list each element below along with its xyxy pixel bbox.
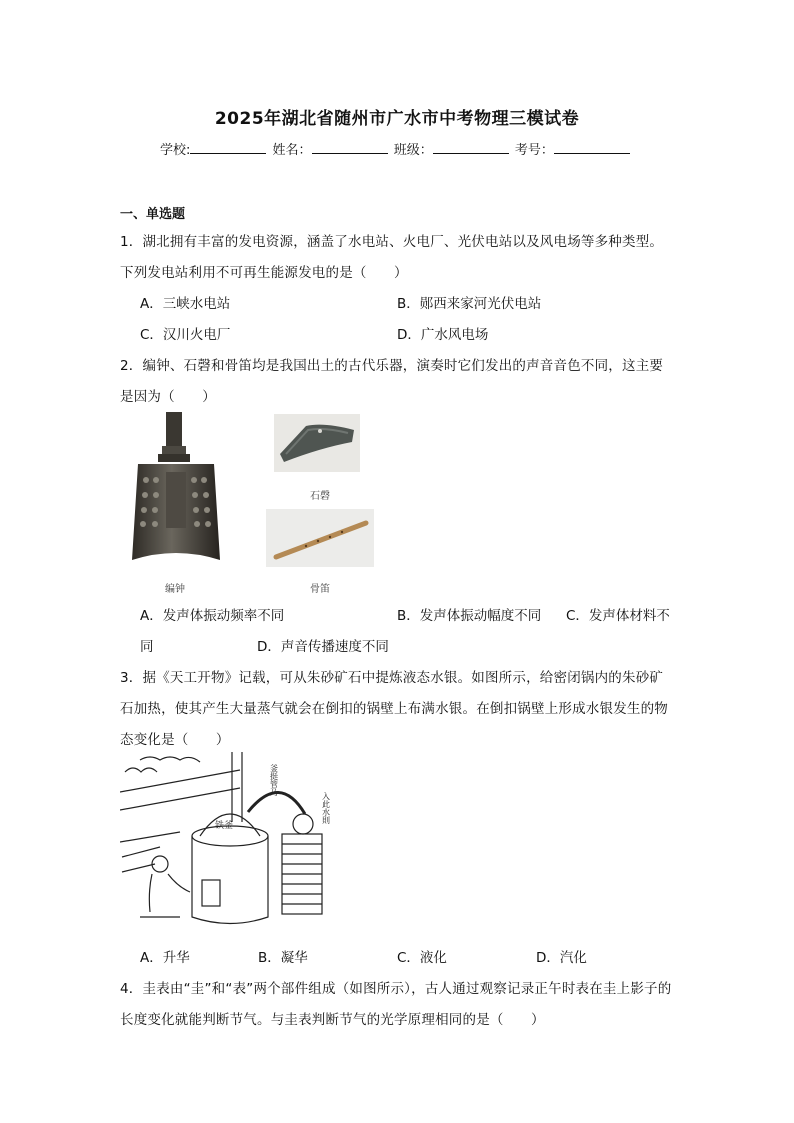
q3-option-d[interactable]: D．汽化 [536,950,587,966]
section-title: 一、单选题 [120,207,186,222]
class-label: 班级： [393,143,433,158]
q2-option-b[interactable]: B．发声体振动幅度不同 [397,608,542,624]
mercury-distillation-illustration [120,752,350,932]
name-blank[interactable] [312,140,388,154]
stone-chime-image [274,414,360,472]
q3-option-a[interactable]: A．升华 [140,950,190,966]
q3-option-c[interactable]: C．液化 [397,950,447,966]
q1-option-c[interactable]: C．汉川火电厂 [140,327,231,343]
q3-option-b[interactable]: B．凝华 [258,950,308,966]
q1-option-b[interactable]: B．郧西来家河光伏电站 [397,296,542,312]
exam-no-label: 考号： [514,143,554,158]
exam-no-blank[interactable] [554,140,630,154]
student-info-row [160,139,632,158]
q2-stem-line2: 是因为（ ） [120,389,216,405]
stone-caption: 石磬 [310,491,330,502]
class-blank[interactable] [433,140,509,154]
q1-stem-line1: 1．湖北拥有丰富的发电资源，涵盖了水电站、火电厂、光伏电站以及风电场等多种类型。 [120,234,664,250]
q4-stem-line1: 4．圭表由“圭”和“表”两个部件组成（如图所示），古人通过观察记录正午时表在圭上影子的 [120,981,672,997]
q2-option-a[interactable]: A．发声体振动频率不同 [140,608,285,624]
q2-stem-line1: 2．编钟、石磬和骨笛均是我国出土的古代乐器，演奏时它们发出的声音音色不同，这主要 [120,358,664,374]
name-label: 姓名： [272,143,312,158]
q2-option-d[interactable]: D．声音传播速度不同 [257,639,389,655]
pot-label: 铁釜 [215,821,234,831]
q3-stem-line1: 3．据《天工开物》记载，可从朱砂矿石中提炼液态水银。如图所示，给密闭锅内的朱砂矿 [120,670,664,686]
q3-stem-line2: 石加热，使其产生大量蒸气就会在倒扣的锅壁上布满水银。在倒扣锅壁上形成水银发生的物 [120,701,668,717]
bianzhong-bell-image [128,410,224,566]
flute-caption: 骨笛 [310,584,330,595]
q2-option-c[interactable]: C．发声体材料不 [566,608,670,624]
page-title: 2025年湖北省随州市广水市中考物理三模试卷 [214,109,580,129]
school-blank[interactable] [190,140,266,154]
tube-label: 釜挺管乃 [269,764,279,796]
bell-caption: 编钟 [165,584,185,595]
school-label: 学校: [160,143,191,158]
q2-option-c-cont[interactable]: 同 [140,639,154,655]
q3-stem-line3: 态变化是（ ） [120,732,230,748]
water-label: 入此水則 [321,792,331,824]
q1-option-d[interactable]: D．广水风电场 [397,327,489,343]
bone-flute-image [266,509,374,567]
q4-stem-line2: 长度变化就能判断节气。与圭表判断节气的光学原理相同的是（ ） [120,1012,545,1028]
q1-option-a[interactable]: A．三峡水电站 [140,296,231,312]
q1-stem-line2: 下列发电站利用不可再生能源发电的是（ ） [120,265,408,281]
